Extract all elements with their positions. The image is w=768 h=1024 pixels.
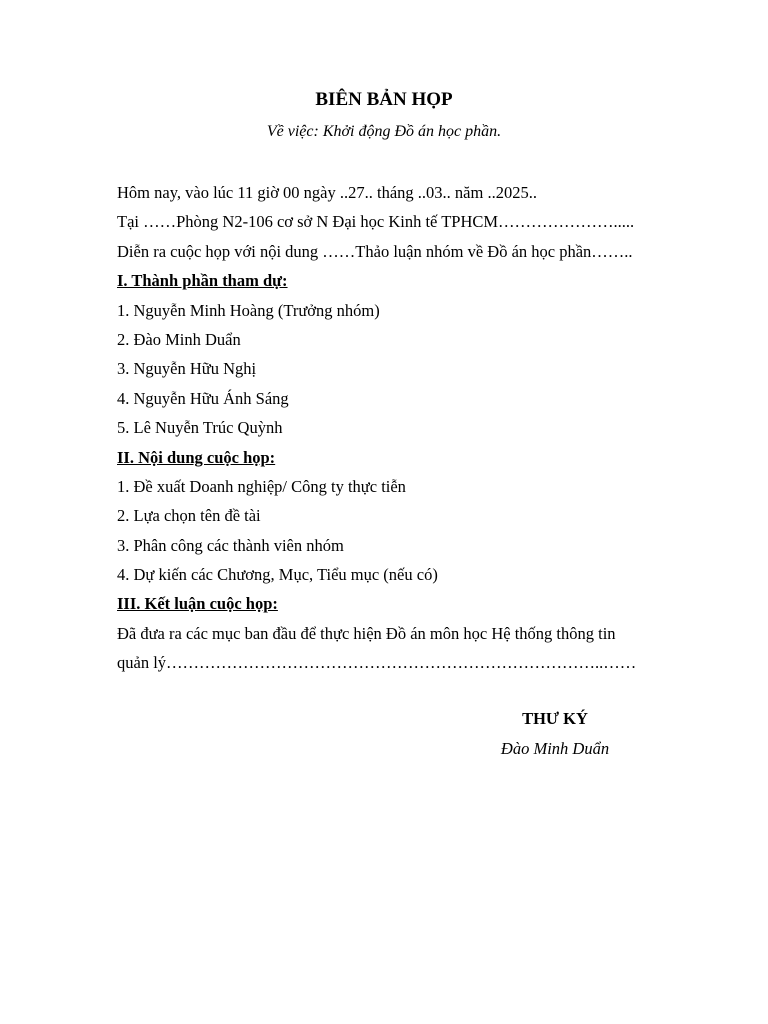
attendee-item: 2. Đào Minh Duẩn: [117, 329, 241, 349]
conclusion-text-line-1: Đã đưa ra các mục ban đầu để thực hiện Đồ án môn học Hệ thống thông tin: [117, 623, 616, 643]
document-subtitle: Về việc: Khởi động Đồ án học phần.: [266, 123, 502, 140]
meeting-content-line: Diễn ra cuộc họp với nội dung ……Thảo luận nhóm về Đồ án học phần……..: [117, 241, 633, 261]
agenda-heading: II. Nội dung cuộc họp:: [117, 447, 276, 467]
agenda-item: 3. Phân công các thành viên nhóm: [117, 535, 344, 555]
agenda-item: 1. Đề xuất Doanh nghiệp/ Công ty thực tiễn: [117, 476, 406, 496]
agenda-item: 2. Lựa chọn tên đề tài: [117, 506, 261, 526]
meeting-place-line: Tại ……Phòng N2-106 cơ sở N Đại học Kinh tế TPHCM………………….....: [117, 212, 635, 232]
meeting-time-line: Hôm nay, vào lúc 11 giờ 00 ngày ..27.. tháng ..03.. năm ..2025..: [117, 183, 537, 202]
conclusion-heading: III. Kết luận cuộc họp:: [117, 594, 278, 614]
agenda-item: 4. Dự kiến các Chương, Mục, Tiểu mục (nếu có): [117, 565, 438, 585]
attendee-item: 4. Nguyễn Hữu Ánh Sáng: [117, 388, 289, 408]
attendee-item: 5. Lê Nuyễn Trúc Quỳnh: [117, 418, 283, 438]
signature-role: THƯ KÝ: [522, 709, 588, 728]
attendee-item: 1. Nguyễn Minh Hoàng (Trưởng nhóm): [117, 300, 380, 320]
signature-name: Đào Minh Duẩn: [500, 739, 610, 758]
document-body: [117, 178, 677, 678]
document-title: BIÊN BẢN HỌP: [315, 89, 453, 110]
conclusion-text-line-2: quản lý……………………………………………………………………..……: [117, 653, 637, 673]
attendees-heading: I. Thành phần tham dự:: [117, 271, 288, 291]
attendee-item: 3. Nguyễn Hữu Nghị: [117, 359, 257, 379]
